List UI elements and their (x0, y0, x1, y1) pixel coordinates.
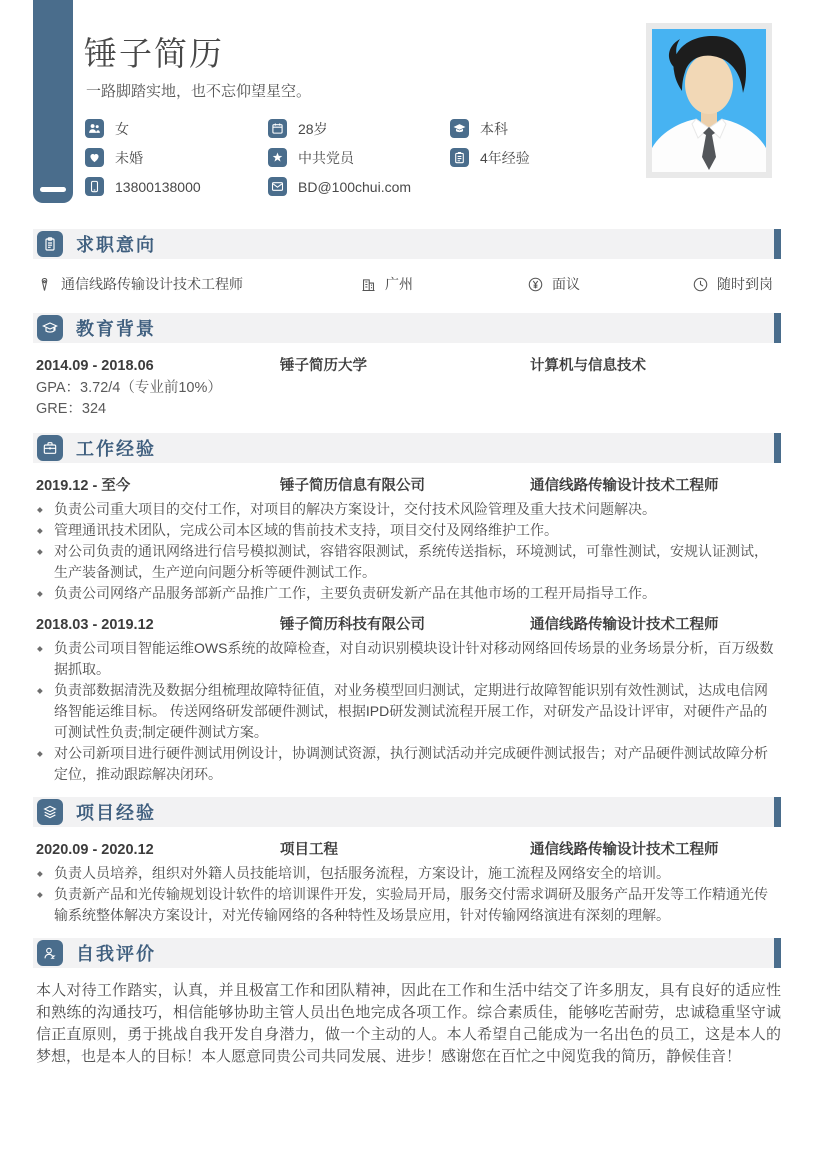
education-gpa: GPA：3.72/4（专业前10%） (36, 380, 222, 396)
intent-availability-value: 随时到岗 (717, 276, 773, 292)
avatar-illustration (652, 29, 766, 172)
party-emblem-icon (268, 148, 287, 167)
bullet-item: ◆ 负责公司重大项目的交付工作，对项目的解决方案设计，交付技术风险管理及重大技术问题解决。 (36, 499, 781, 520)
info-age (268, 119, 450, 139)
bullet-item: ◆ 负责公司网络产品服务部新产品推广工作，主要负责研发新产品在其他市场的工程开局指导工作。 (36, 583, 781, 604)
work-entry-head (36, 476, 781, 497)
education-band (33, 313, 781, 343)
section-title-work: 工作经验 (76, 439, 156, 459)
education-major: 计算机与信息技术 (530, 358, 646, 374)
self-evaluation-band (33, 938, 781, 968)
self-evaluation-text: 本人对待工作踏实，认真，并且极富工作和团队精神，因此在工作和生活中结交了许多朋友，具有良好的适应性和熟练的沟通技巧，相信能够协助主管人员出色地完成各项工作。综合素质佳，能够吃苦耐劳，忠诚稳重坚守诚信正直原则，勇于挑战自我开发自身潜力，做一个主动的人。本人希望自己能成为一名出色的员工，这是本人的梦想，也是本人的目标！本人愿意同贵公司共同发展、进步！感谢您在百忙之中阅览我的简历，静候佳音！ (36, 982, 781, 1065)
project-role: 通信线路传输设计技术工程师 (530, 842, 719, 858)
job-intent-band (33, 229, 781, 259)
bullet-item: ◆ 负责新产品和光传输规划设计软件的培训课件开发，实验局开局，服务交付需求调研及服务产品开发等工作精通光传输系统整体解决方案设计，对光传输网络的各种特性及场景应用，针对传输网络演进有深刻的理解。 (36, 884, 781, 926)
section-job-intent (0, 229, 820, 294)
accent-bar (33, 0, 73, 203)
work-period: 2018.03 - 2019.12 (36, 617, 154, 633)
work-bullet-list (36, 638, 781, 785)
section-education (0, 313, 820, 420)
intent-position (36, 274, 360, 294)
education-period: 2014.09 - 2018.06 (36, 358, 154, 374)
briefcase-icon (37, 435, 63, 461)
work-bullet-list (36, 499, 781, 604)
hearts-icon (85, 148, 104, 167)
project-band (33, 797, 781, 827)
section-self-evaluation (0, 938, 820, 1068)
resume-header (0, 0, 820, 229)
project-name: 项目工程 (280, 842, 338, 858)
clipboard-badge-icon (450, 148, 469, 167)
work-company: 锤子简历科技有限公司 (280, 617, 425, 633)
info-party (268, 148, 450, 168)
building-icon (360, 276, 377, 293)
pen-nib-icon (36, 276, 53, 293)
accent-bar-dash (40, 187, 66, 192)
work-company: 锤子简历信息有限公司 (280, 478, 425, 494)
clipboard-icon (37, 231, 63, 257)
info-age-value: 28岁 (298, 120, 328, 137)
info-party-value: 中共党员 (298, 149, 354, 166)
person-icon (37, 940, 63, 966)
section-project (0, 797, 820, 926)
intent-availability (692, 274, 781, 294)
intent-position-value: 通信线路传输设计技术工程师 (61, 276, 243, 292)
info-marital (85, 148, 268, 168)
intent-salary-value: 面议 (552, 276, 580, 292)
work-band (33, 433, 781, 463)
band-end-cap (774, 433, 781, 463)
info-experience (450, 148, 650, 168)
band-end-cap (774, 938, 781, 968)
bullet-item: ◆ 管理通讯技术团队，完成公司本区域的售前技术支持，项目交付及网络维护工作。 (36, 520, 781, 541)
info-marital-value: 未婚 (115, 149, 143, 166)
info-phone (85, 177, 268, 196)
info-gender-value: 女 (115, 120, 129, 137)
intent-city-value: 广州 (385, 276, 413, 292)
section-title-self-evaluation: 自我评价 (76, 944, 156, 964)
info-phone-value: 13800138000 (115, 178, 201, 195)
resume-tagline: 一路脚踏实地，也不忘仰望星空。 (86, 83, 312, 100)
education-gre: GRE：324 (36, 401, 107, 417)
band-end-cap (774, 313, 781, 343)
section-work (0, 433, 820, 785)
graduation-cap-icon (450, 119, 469, 138)
education-entry-head (36, 356, 781, 377)
work-entry-head (36, 615, 781, 636)
people-icon (85, 119, 104, 138)
intent-salary (527, 274, 692, 294)
project-bullet-list (36, 863, 781, 926)
bullet-item: ◆ 负责公司项目智能运维OWS系统的故障检查，对自动识别模块设计针对移动网络回传场景的业务场景分析，百万级数据抓取。 (36, 638, 781, 680)
section-title-project: 项目经验 (76, 803, 156, 823)
clock-icon (692, 276, 709, 293)
layers-icon (37, 799, 63, 825)
job-intent-row (36, 274, 781, 294)
graduation-cap-icon (37, 315, 63, 341)
work-role: 通信线路传输设计技术工程师 (530, 617, 719, 633)
work-period: 2019.12 - 至今 (36, 478, 131, 494)
info-email (268, 177, 450, 196)
profile-photo (646, 23, 772, 178)
info-email-value: BD@100chui.com (298, 178, 412, 195)
project-entry-head (36, 840, 781, 861)
work-role: 通信线路传输设计技术工程师 (530, 478, 719, 494)
personal-info-grid (85, 114, 650, 201)
info-gender (85, 119, 268, 139)
section-title-job-intent: 求职意向 (76, 235, 156, 255)
mail-icon (268, 177, 287, 196)
project-period: 2020.09 - 2020.12 (36, 842, 154, 858)
bullet-item: ◆ 负责人员培养，组织对外籍人员技能培训，包括服务流程，方案设计，施工流程及网络安全的培训。 (36, 863, 781, 884)
calendar-icon (268, 119, 287, 138)
intent-city (360, 274, 527, 294)
bullet-item: ◆ 负责部数据清洗及数据分组梳理故障特征值，对业务模型回归测试，定期进行故障智能识别有效性测试，达成电信网络智能运维目标。 传送网络研发部硬件测试，根据IPD研发测试流程开展工作，对研发产品设计评审，对硬件产品的可测试性负责;制定硬件测试方案。 (36, 680, 781, 743)
info-degree-value: 本科 (480, 120, 508, 137)
phone-icon (85, 177, 104, 196)
bullet-item: ◆ 对公司负责的通讯网络进行信号模拟测试，容错容限测试，系统传送指标，环境测试，可靠性测试，安规认证测试，生产装备测试，生产逆向问题分析等硬件测试工作。 (36, 541, 781, 583)
section-title-education: 教育背景 (76, 319, 156, 339)
info-experience-value: 4年经验 (480, 149, 530, 166)
yen-circle-icon (527, 276, 544, 293)
bullet-item: ◆ 对公司新项目进行硬件测试用例设计，协调测试资源，执行测试活动并完成硬件测试报告；对产品硬件测试故障分析定位，推动跟踪解决闭环。 (36, 743, 781, 785)
info-degree (450, 119, 650, 139)
resume-name: 锤子简历 (84, 35, 224, 72)
band-end-cap (774, 797, 781, 827)
band-end-cap (774, 229, 781, 259)
education-school: 锤子简历大学 (280, 358, 367, 374)
